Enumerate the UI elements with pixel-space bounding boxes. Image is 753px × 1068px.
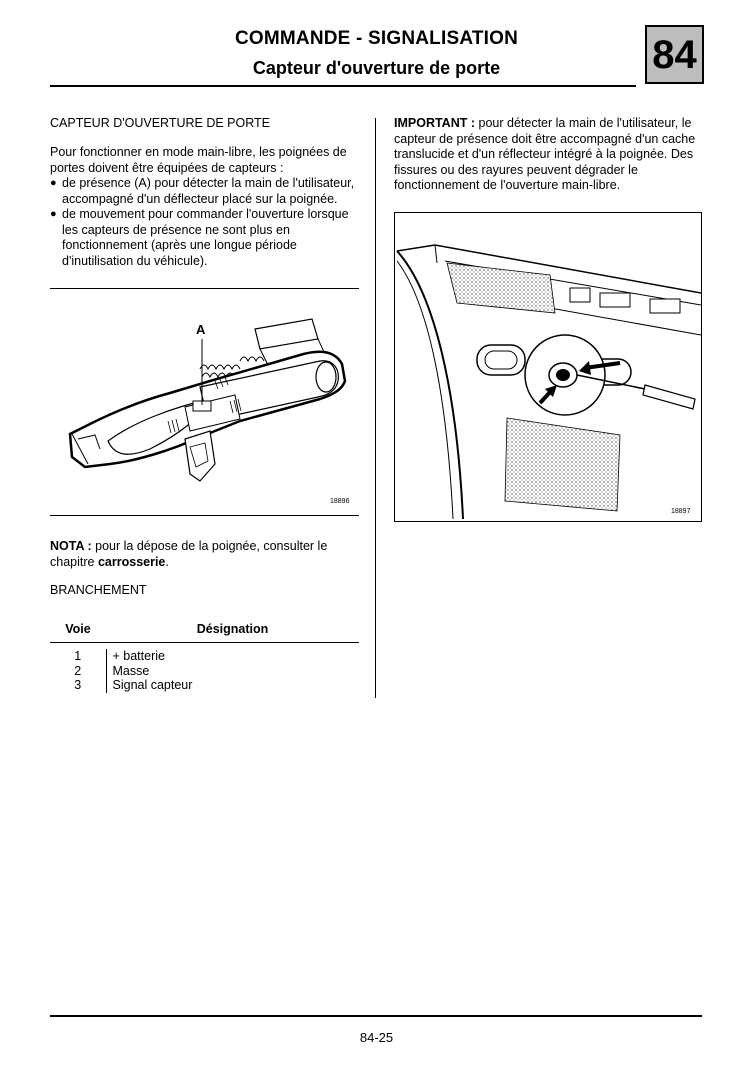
- figure-bottom-rule: [50, 515, 359, 516]
- door-panel-illustration: [395, 213, 701, 521]
- branchement-title: BRANCHEMENT: [50, 583, 147, 597]
- chapter-number-box: 84: [645, 25, 704, 84]
- list-item: [50, 176, 365, 207]
- header-rule: [50, 85, 636, 87]
- bullet-text: de présence (A) pour détecter la main de l'utilisateur, accompagné d'un déflecteur placé sur la poignée.: [62, 176, 355, 206]
- table-cell-voie: 1: [74, 649, 82, 663]
- table-row: [50, 664, 359, 679]
- table-row: [50, 678, 359, 693]
- table-cell-designation: Masse: [106, 664, 359, 679]
- table-header-designation: Désignation: [196, 622, 269, 636]
- left-column: [50, 116, 365, 269]
- figure-number: 18896: [330, 498, 350, 505]
- footer-rule: [50, 1015, 702, 1017]
- figure-number: 18897: [671, 508, 691, 515]
- column-divider: [375, 118, 376, 698]
- bullet-text: de mouvement pour commander l'ouverture lorsque les capteurs de présence ne sont plus en fonctionnement (après une longue période d'inutilisation du véhicule).: [62, 207, 349, 268]
- bullet-icon: ●: [50, 177, 57, 189]
- table-header-voie: Voie: [65, 622, 91, 636]
- list-item: [50, 207, 365, 269]
- section-title: CAPTEUR D'OUVERTURE DE PORTE: [50, 116, 271, 130]
- nota-text: pour la dépose de la poignée, consulter le chapitre: [50, 539, 328, 569]
- nota-paragraph: [50, 539, 359, 570]
- important-label: IMPORTANT :: [394, 116, 476, 130]
- nota-reference: carrosserie: [97, 554, 166, 569]
- table-row: [50, 649, 359, 664]
- important-paragraph: [394, 116, 704, 194]
- table-cell-voie: 3: [74, 678, 82, 692]
- bullet-icon: ●: [50, 208, 57, 220]
- table-cell-designation: Signal capteur: [106, 678, 359, 693]
- nota-label: NOTA :: [50, 539, 92, 553]
- figure-handle: [50, 289, 359, 514]
- table-cell-designation: + batterie: [106, 649, 359, 664]
- page-number: 84-25: [359, 1030, 394, 1045]
- important-text: pour détecter la main de l'utilisateur, le capteur de présence doit être accompagné d'un cache translucide et d'un réflecteur intégré à la poignée. Des fissures ou des rayures peuvent dégrader le fonctionnement de l'ouverture main-libre.: [394, 116, 696, 192]
- figure-label-a: A: [196, 322, 206, 337]
- connector-table: [50, 620, 359, 693]
- nota-end: .: [165, 554, 169, 569]
- table-cell-voie: 2: [74, 663, 82, 678]
- figure-door-panel: [394, 212, 702, 522]
- page-subtitle: Capteur d'ouverture de porte: [252, 58, 501, 78]
- page-title: COMMANDE - SIGNALISATION: [234, 28, 519, 49]
- intro-paragraph: Pour fonctionner en mode main-libre, les poignées de portes doivent être équipées de capteurs :: [50, 145, 347, 175]
